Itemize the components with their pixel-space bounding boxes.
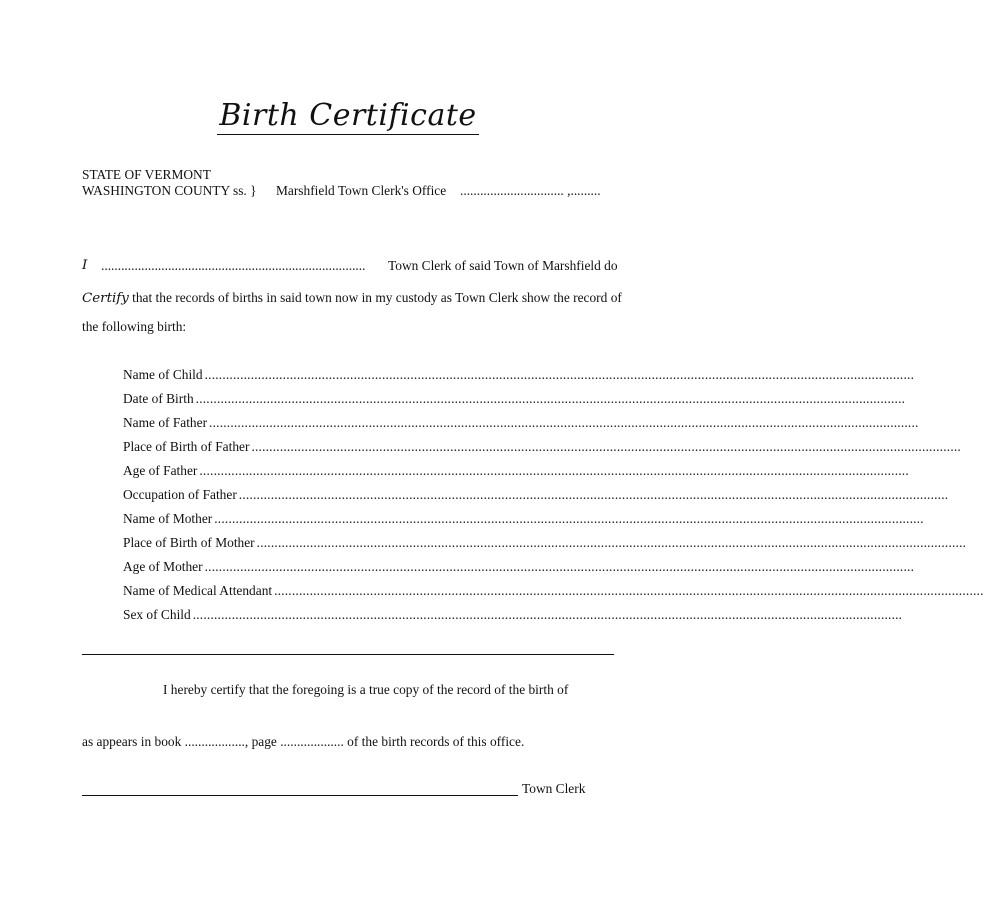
certify-line-1: Town Clerk of said Town of Marshfield do xyxy=(388,258,618,273)
form-field-label: Name of Mother xyxy=(123,511,213,526)
pronoun-i: I xyxy=(82,258,88,273)
certify-word: Certify xyxy=(82,291,129,306)
county-label: WASHINGTON COUNTY ss. } xyxy=(82,183,257,198)
document-title xyxy=(0,98,696,133)
form-field-row xyxy=(123,535,967,551)
form-field-label: Age of Mother xyxy=(123,559,203,574)
form-field-blank[interactable]: ........................................................................................................................................................................................................ xyxy=(195,391,906,406)
form-field-blank[interactable]: ........................................................................................................................................................................................................ xyxy=(199,463,909,478)
form-field-blank[interactable]: ........................................................................................................................................................................................................ xyxy=(274,583,984,598)
form-field-blank[interactable]: ........................................................................................................................................................................................................ xyxy=(251,439,961,454)
office-label: Marshfield Town Clerk's Office xyxy=(276,183,447,198)
form-field-row xyxy=(123,559,915,575)
form-field-label: Name of Father xyxy=(123,415,208,430)
form-field-label: Place of Birth of Mother xyxy=(123,535,255,550)
form-field-blank[interactable]: ........................................................................................................................................................................................................ xyxy=(214,511,924,526)
form-field-row xyxy=(123,439,961,455)
form-field-row xyxy=(123,607,903,623)
form-field-label: Date of Birth xyxy=(123,391,194,406)
certify-copy-text: I hereby certify that the foregoing is a true copy of the record of the birth of xyxy=(163,682,569,697)
certify-line-3: the following birth: xyxy=(82,319,187,334)
clerk-name-blank: ............................................................................... xyxy=(101,258,366,273)
form-field-label: Occupation of Father xyxy=(123,487,237,502)
form-field-row xyxy=(123,415,919,431)
certify-line-2-text: that the records of births in said town now in my custody as Town Clerk show the record of xyxy=(132,290,622,305)
town-clerk-signature-label: Town Clerk xyxy=(522,781,586,796)
signature-line xyxy=(82,795,518,796)
form-field-row xyxy=(123,367,915,383)
certify-line-2 xyxy=(82,290,622,307)
document-title-text: Birth Certificate xyxy=(219,98,477,133)
book-page-text: as appears in book .................., page ................... of the birth records of this office. xyxy=(82,734,525,749)
form-field-blank[interactable]: ........................................................................................................................................................................................................ xyxy=(238,487,949,502)
form-field-blank[interactable]: ........................................................................................................................................................................................................ xyxy=(204,367,915,382)
form-field-row xyxy=(123,487,949,503)
state-label: STATE OF VERMONT xyxy=(82,167,211,182)
form-field-blank[interactable]: ........................................................................................................................................................................................................ xyxy=(204,559,915,574)
form-field-label: Age of Father xyxy=(123,463,198,478)
form-field-label: Place of Birth of Father xyxy=(123,439,250,454)
form-field-row xyxy=(123,391,906,407)
form-field-label: Name of Child xyxy=(123,367,203,382)
form-field-label: Name of Medical Attendant xyxy=(123,583,273,598)
form-field-blank[interactable]: ........................................................................................................................................................................................................ xyxy=(256,535,967,550)
form-field-blank[interactable]: ........................................................................................................................................................................................................ xyxy=(192,607,903,622)
date-blank: ............................... ,......... xyxy=(460,183,601,198)
form-field-blank[interactable]: ........................................................................................................................................................................................................ xyxy=(209,415,919,430)
divider-line xyxy=(82,654,614,655)
form-field-label: Sex of Child xyxy=(123,607,191,622)
form-field-row xyxy=(123,463,909,479)
form-field-row xyxy=(123,583,984,599)
form-field-row xyxy=(123,511,924,527)
